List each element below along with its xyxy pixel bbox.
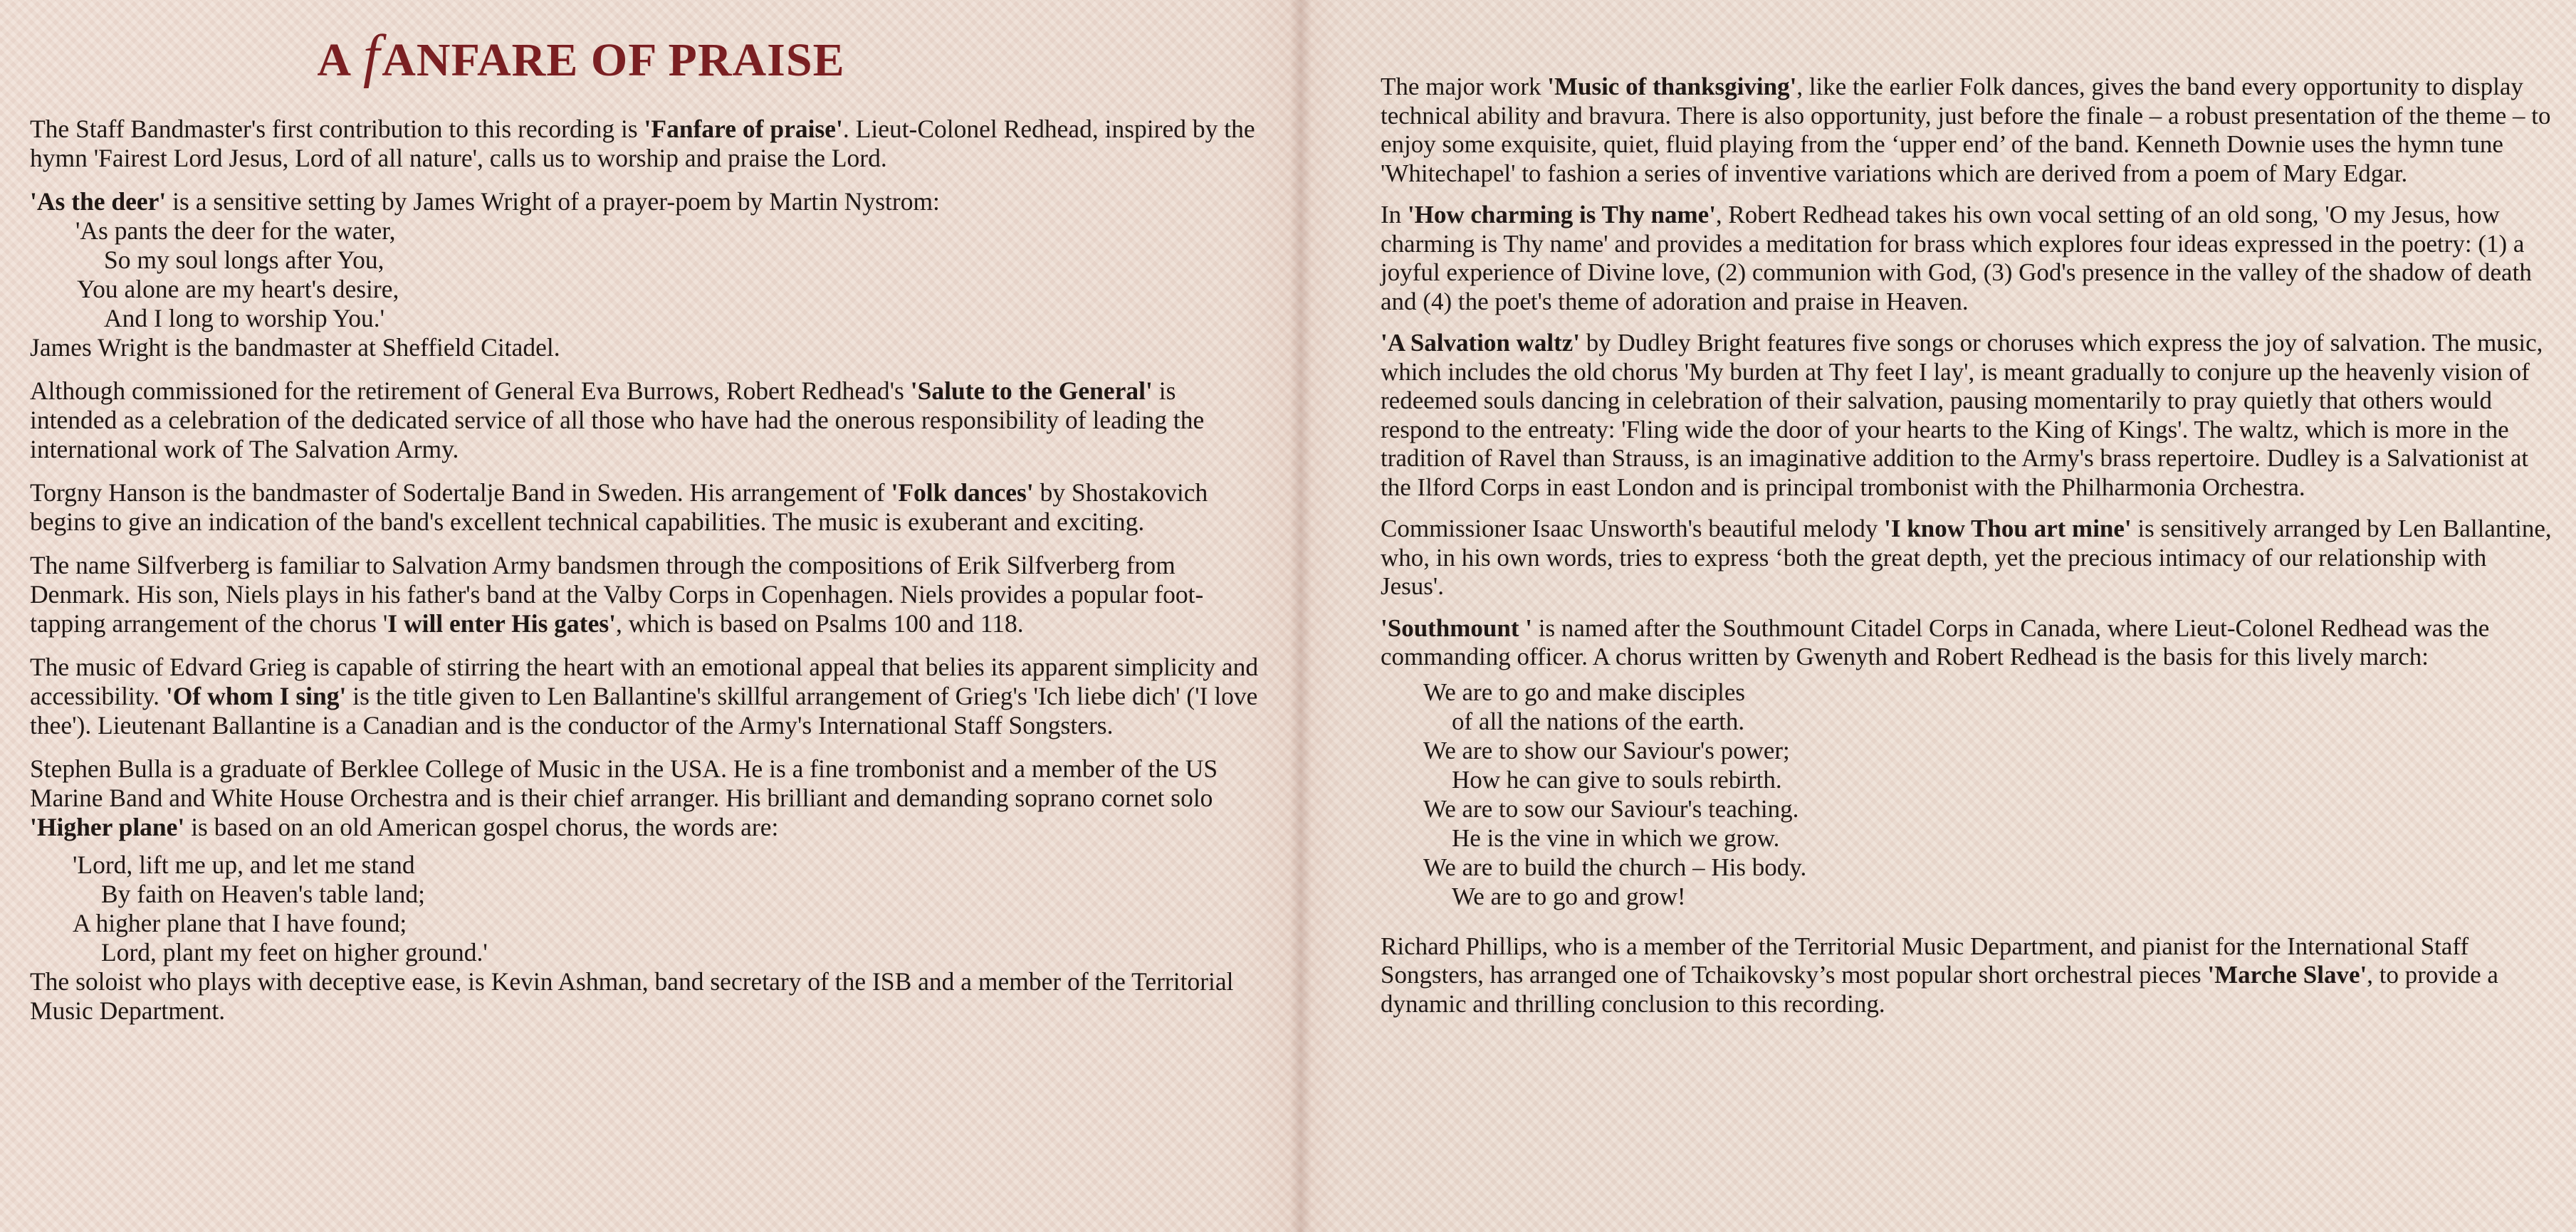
title-prefix: A [317, 34, 350, 86]
paragraph-folk-dances: Torgny Hanson is the bandmaster of Sodertalje Band in Sweden. His arrangement of 'Folk dances' by Shostakovich begins to give an indication of the band's excellent technical capabilities. The music is exuberant and exciting. [30, 478, 1208, 536]
paragraph-as-the-deer: 'As the deer' is a sensitive setting by James Wright of a prayer-poem by Martin Nystrom: [30, 187, 940, 216]
verse-line: So my soul longs after You, [104, 246, 384, 274]
paragraph-waltz: 'A Salvation waltz' by Dudley Bright features five songs or choruses which express the joy of salvation. The music, which includes the old chorus 'My burden at Thy feet I lay', is meant gradually to conjure up the heavenly vision of redeemed souls dancing in celebration of their salvation, pausing momentarily to pray quietly that others would respond to the entreaty: 'Fling wide the door of your hearts to the King of Kings'. The waltz, which is more in the tradition of Ravel than Strauss, is an imaginative addition to the Army's brass repertoire. Dudley is a Salvationist at the Ilford Corps in east London and is principal trombonist with the Philharmonia Orchestra. [1381, 329, 2543, 501]
page-title [30, 21, 1260, 90]
verse-line: A higher plane that I have found; [73, 909, 407, 937]
verse-line: He is the vine in which we grow. [1452, 823, 1780, 852]
verse-line: 'As pants the deer for the water, [75, 216, 396, 245]
page-gutter [1290, 0, 1311, 1232]
verse-line: 'Lord, lift me up, and let me stand [73, 851, 415, 879]
paragraph-silfverberg: The name Silfverberg is familiar to Salvation Army bandsmen through the compositions of Erik Silfverberg from Denmark. His son, Niels plays in his father's band at the Valby Corps in Copenhagen. Niels provides a popular foot-tapping arrangement of the chorus 'I will enter His gates', which is based on Psalms 100 and 118. [30, 551, 1204, 638]
plane-verse [30, 851, 1260, 967]
paragraph-james-wright: James Wright is the bandmaster at Sheffield Citadel. [30, 333, 560, 362]
verse-line: We are to build the church – His body. [1423, 853, 1807, 881]
verse-line: You alone are my heart's desire, [77, 275, 399, 303]
title-swash-letter: f [362, 23, 381, 89]
paragraph-grieg: The music of Edvard Grieg is capable of stirring the heart with an emotional appeal that belies its apparent simplicity and accessibility. 'Of whom I sing' is the title given to Len Ballantine's skillful arrangement of Grieg's 'Ich liebe dich' ('I love thee'). Lieutenant Ballantine is a Canadian and is the conductor of the Army's International Staff Songsters. [30, 653, 1259, 739]
title-rest: ANFARE OF PRAISE [382, 34, 845, 86]
paragraph-charming: In 'How charming is Thy name', Robert Redhead takes his own vocal setting of an old song, 'O my Jesus, how charming is Thy name' and provides a meditation for brass which explores four ideas expressed in the poetry: (1) a joyful experience of Divine love, (2) communion with God, (3) God's presence in the valley of the shadow of death and (4) the poet's theme of adoration and praise in Heaven. [1381, 201, 2532, 315]
paragraph-bulla: Stephen Bulla is a graduate of Berklee College of Music in the USA. He is a fine trombonist and a member of the US Marine Band and White House Orchestra and is their chief arranger. His brilliant and demanding soprano cornet solo 'Higher plane' is based on an old American gospel chorus, the words are: [30, 754, 1218, 841]
verse-line: We are to go and grow! [1452, 882, 1686, 910]
deer-verse [30, 216, 1260, 333]
verse-line: By faith on Heaven's table land; [101, 880, 425, 908]
paragraph-marche-slave: Richard Phillips, who is a member of the Territorial Music Department, and pianist for the International Staff Songsters, has arranged one of Tchaikovsky’s most popular short orchestral pieces 'Marche Slave', to provide a dynamic and thrilling conclusion to this recording. [1381, 932, 2498, 1018]
paragraph-soloist: The soloist who plays with deceptive ease, is Kevin Ashman, band secretary of the ISB and a member of the Territorial Music Department. [30, 967, 1234, 1025]
right-page [1314, 0, 2576, 1232]
paragraph-fanfare: The Staff Bandmaster's first contribution to this recording is 'Fanfare of praise'. Lieut-Colonel Redhead, inspired by the hymn 'Fairest Lord Jesus, Lord of all nature', calls us to worship and praise the Lord. [30, 115, 1255, 172]
verse-line: Lord, plant my feet on higher ground.' [101, 938, 488, 967]
verse-line: How he can give to souls rebirth. [1452, 765, 1782, 794]
verse-line: We are to show our Saviour's power; [1423, 736, 1790, 764]
verse-line: of all the nations of the earth. [1452, 707, 1745, 735]
verse-line: We are to sow our Saviour's teaching. [1423, 794, 1799, 823]
verse-line: And I long to worship You.' [104, 304, 384, 332]
paragraph-thou-art-mine: Commissioner Isaac Unsworth's beautiful melody 'I know Thou art mine' is sensitively arranged by Len Ballantine, who, in his own words, tries to express ‘both the great depth, yet the precious intimacy of our relationship with Jesus'. [1381, 515, 2552, 600]
verse-line: We are to go and make disciples [1423, 678, 1746, 706]
paragraph-southmount: 'Southmount ' is named after the Southmount Citadel Corps in Canada, where Lieut-Colonel Redhead was the commanding officer. A chorus written by Gwenyth and Robert Redhead is the basis for this lively march: [1381, 614, 2490, 670]
march-verse [1381, 678, 2555, 911]
paragraph-thanksgiving: The major work 'Music of thanksgiving', like the earlier Folk dances, gives the band every opportunity to display technical ability and bravura. There is also opportunity, just before the finale – a robust presentation of the theme – to enjoy some exquisite, quiet, fluid playing from the ‘upper end’ of the band. Kenneth Downie uses the hymn tune 'Whitechapel' to fashion a series of inventive variations which are derived from a poem of Mary Edgar. [1381, 73, 2551, 187]
paragraph-salute: Although commissioned for the retirement of General Eva Burrows, Robert Redhead's 'Salute to the General' is intended as a celebration of the dedicated service of all those who have had the onerous responsibility of leading the international work of The Salvation Army. [30, 377, 1205, 463]
